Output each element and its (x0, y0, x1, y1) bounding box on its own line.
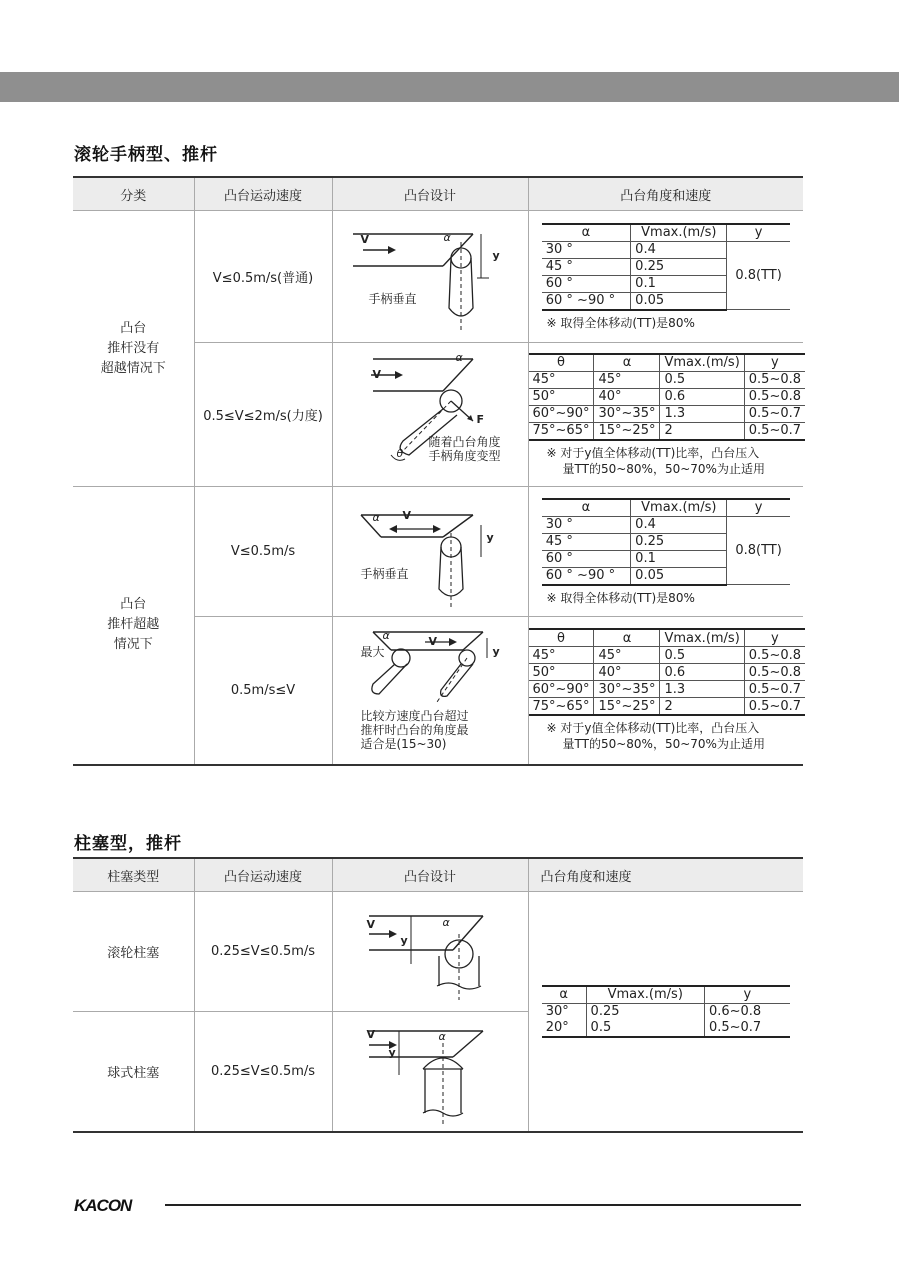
vmax-table (529, 628, 806, 716)
section2-title: 柱塞型，推杆 (74, 834, 182, 854)
category-line: 超越情况下 (100, 360, 166, 376)
cam-lever-angled-diagram (333, 345, 529, 485)
th-alpha: α (594, 629, 660, 647)
table-cell: 30°~35° (594, 405, 660, 422)
kacon-logo: KACON (74, 1196, 132, 1215)
table-cell: 30° (542, 1003, 586, 1020)
max-label: 最大 (360, 645, 385, 659)
speed-cell: 0.25≤V≤0.5m/s (194, 892, 332, 1012)
table-cell: 60 ° ~90 ° (542, 567, 631, 585)
col-header-design: 凸台设计 (332, 177, 528, 211)
th-vmax: Vmax.(m/s) (660, 354, 744, 372)
table-cell: 0.5~0.8 (744, 664, 805, 681)
angle-speed-cell (528, 892, 803, 1132)
table-cell: 1.3 (660, 405, 744, 422)
velocity-symbol: V (366, 918, 376, 931)
table-cell: 1.3 (660, 681, 744, 698)
alpha-symbol: α (443, 231, 451, 244)
vmax-table (542, 223, 790, 311)
roller-plunger-diagram (333, 894, 529, 1010)
table-cell: 45° (594, 371, 660, 388)
th-theta: θ (529, 629, 594, 647)
table-cell: 40° (594, 664, 660, 681)
design-diagram-overtravel-vertical (332, 487, 528, 617)
diagram-label: 手柄垂直 (368, 292, 417, 306)
th-alpha: α (542, 986, 586, 1004)
table-cell: 2 (660, 422, 744, 440)
table-cell: 0.5~0.8 (744, 388, 805, 405)
th-vmax: Vmax.(m/s) (631, 224, 727, 242)
table-cell: 60°~90° (529, 405, 594, 422)
design-diagram-overtravel-angled (332, 617, 528, 765)
table-cell: 60 ° (542, 275, 631, 292)
note: ※ 取得全体移动(TT)是80% (546, 590, 695, 605)
table-cell: 75°~65° (529, 422, 594, 440)
angle-speed-cell (528, 487, 803, 617)
th-alpha: α (542, 499, 631, 517)
angle-speed-cell (528, 211, 803, 343)
th-y: y (744, 354, 805, 372)
th-vmax: Vmax.(m/s) (586, 986, 704, 1004)
col-header-category: 分类 (73, 177, 194, 211)
category-overtravel (73, 487, 194, 765)
diagram-label-line: 随着凸台角度 (428, 435, 501, 449)
table-cell: 15°~25° (594, 698, 660, 716)
col-header-design: 凸台设计 (332, 858, 528, 892)
table-cell: 60°~90° (529, 681, 594, 698)
table-cell: 0.25 (631, 533, 727, 550)
plunger-table (73, 857, 803, 1133)
table-cell: 0.1 (631, 275, 727, 292)
table-cell: 0.4 (631, 516, 727, 533)
note-line: ※ 对于y值全体移动(TT)比率，凸台压入 (546, 721, 760, 736)
col-header-angle-speed: 凸台角度和速度 (528, 177, 803, 211)
cam-overtravel-diagram (333, 489, 529, 615)
vmax-table (529, 353, 806, 441)
theta-symbol: θ (396, 447, 404, 460)
table-cell: 45° (529, 647, 594, 664)
header-band (0, 72, 899, 102)
diagram-label (361, 709, 469, 751)
th-alpha: α (594, 354, 660, 372)
table-cell: 50° (529, 388, 594, 405)
th-y: y (727, 224, 790, 242)
diagram-label-line: 适合是(15~30) (360, 737, 447, 751)
category-line: 凸台 (120, 597, 147, 613)
table-cell: 0.5 (660, 371, 744, 388)
col-header-speed: 凸台运动速度 (194, 858, 332, 892)
category-line: 情况下 (113, 637, 153, 653)
table-cell: 45° (594, 647, 660, 664)
th-vmax: Vmax.(m/s) (631, 499, 727, 517)
category-line: 推杆没有 (107, 340, 160, 356)
th-y: y (744, 629, 805, 647)
table-cell: 0.1 (631, 550, 727, 567)
table-cell: 0.5~0.7 (744, 405, 805, 422)
table-cell: 0.6 (660, 664, 744, 681)
plunger-type-roller: 滚轮柱塞 (73, 892, 194, 1012)
table-cell: 45 ° (542, 258, 631, 275)
design-diagram-lever-angled (332, 343, 528, 487)
design-diagram-ball-plunger (332, 1012, 528, 1132)
speed-cell: 0.5m/s≤V (194, 617, 332, 765)
table-cell: 50° (529, 664, 594, 681)
footer-rule (165, 1204, 801, 1206)
note-line: 量TT的50~80%，50~70%为止适用 (562, 737, 765, 752)
table-cell: 0.25 (586, 1003, 704, 1020)
design-diagram-lever-vertical (332, 211, 528, 343)
note (547, 720, 804, 752)
angle-speed-cell (528, 617, 803, 765)
table-cell: 0.5~0.7 (744, 681, 805, 698)
note: ※ 取得全体移动(TT)是80% (546, 315, 695, 330)
note (547, 445, 804, 477)
th-vmax: Vmax.(m/s) (660, 629, 744, 647)
diagram-label: 手柄垂直 (360, 567, 409, 581)
th-y: y (704, 986, 789, 1004)
table-cell: 45° (529, 371, 594, 388)
table-cell: 0.5 (586, 1020, 704, 1037)
col-header-angle-speed: 凸台角度和速度 (528, 858, 803, 892)
speed-cell: 0.5≤V≤2m/s(力度) (194, 343, 332, 487)
table-cell: 0.5~0.7 (744, 698, 805, 716)
section1-title: 滚轮手柄型、推杆 (74, 145, 218, 165)
table-cell: 0.5~0.8 (744, 647, 805, 664)
alpha-symbol: α (438, 1030, 446, 1043)
force-symbol: F (476, 413, 485, 426)
table-cell: 30 ° (542, 516, 631, 533)
table-cell: 0.6 (660, 388, 744, 405)
table-cell: 60 ° ~90 ° (542, 292, 631, 310)
table-cell: 0.25 (631, 258, 727, 275)
category-line: 凸台 (120, 320, 147, 336)
th-alpha: α (542, 224, 631, 242)
y-value-cell: 0.8(TT) (727, 241, 790, 310)
table-cell: 75°~65° (529, 698, 594, 716)
diagram-label-line: 手柄角度变型 (428, 449, 501, 463)
diagram-label-line: 推杆时凸台的角度最 (360, 723, 469, 737)
table-cell: 2 (660, 698, 744, 716)
roller-lever-table (73, 176, 803, 766)
velocity-symbol: V (366, 1028, 376, 1041)
table-cell: 20° (542, 1020, 586, 1037)
alpha-symbol: α (455, 351, 463, 364)
y-symbol: y (492, 645, 500, 658)
th-theta: θ (529, 354, 594, 372)
alpha-symbol: α (442, 916, 450, 929)
col-header-plunger-type: 柱塞类型 (73, 858, 194, 892)
table-cell: 0.5 (660, 647, 744, 664)
vmax-table (542, 498, 790, 586)
table-cell: 30 ° (542, 241, 631, 258)
design-diagram-roller-plunger (332, 892, 528, 1012)
note-line: 量TT的50~80%，50~70%为止适用 (562, 461, 765, 476)
table-cell: 60 ° (542, 550, 631, 567)
table-cell: 0.05 (631, 567, 727, 585)
y-symbol: y (400, 934, 408, 947)
table-cell: 0.5~0.8 (744, 371, 805, 388)
velocity-symbol: V (360, 233, 370, 246)
angle-speed-cell (528, 343, 803, 487)
table-cell: 45 ° (542, 533, 631, 550)
y-symbol: y (388, 1046, 396, 1059)
table-cell: 0.4 (631, 241, 727, 258)
col-header-speed: 凸台运动速度 (194, 177, 332, 211)
vmax-table (542, 985, 790, 1038)
velocity-symbol: V (428, 635, 438, 648)
velocity-symbol: V (372, 368, 382, 381)
y-symbol: y (492, 249, 500, 262)
cam-lever-diagram (333, 212, 529, 342)
y-symbol: y (486, 531, 494, 544)
diagram-label (429, 435, 501, 463)
category-line: 推杆超越 (107, 617, 160, 633)
table-cell: 0.5~0.7 (704, 1020, 789, 1037)
speed-cell: V≤0.5m/s(普通) (194, 211, 332, 343)
speed-cell: 0.25≤V≤0.5m/s (194, 1012, 332, 1132)
alpha-symbol: α (382, 629, 390, 642)
table-cell: 30°~35° (594, 681, 660, 698)
note-line: ※ 对于y值全体移动(TT)比率，凸台压入 (546, 445, 760, 460)
table-cell: 15°~25° (594, 422, 660, 440)
table-cell: 0.5~0.7 (744, 422, 805, 440)
speed-cell: V≤0.5m/s (194, 487, 332, 617)
diagram-label-line: 比较方速度凸台超过 (360, 709, 469, 723)
table-cell: 0.05 (631, 292, 727, 310)
category-no-overtravel (73, 211, 194, 487)
alpha-symbol: α (372, 511, 380, 524)
table-cell: 40° (594, 388, 660, 405)
table-cell: 0.6~0.8 (704, 1003, 789, 1020)
plunger-type-ball: 球式柱塞 (73, 1012, 194, 1132)
velocity-symbol: V (402, 509, 412, 522)
ball-plunger-diagram (333, 1013, 529, 1129)
th-y: y (727, 499, 790, 517)
y-value-cell: 0.8(TT) (727, 516, 790, 585)
